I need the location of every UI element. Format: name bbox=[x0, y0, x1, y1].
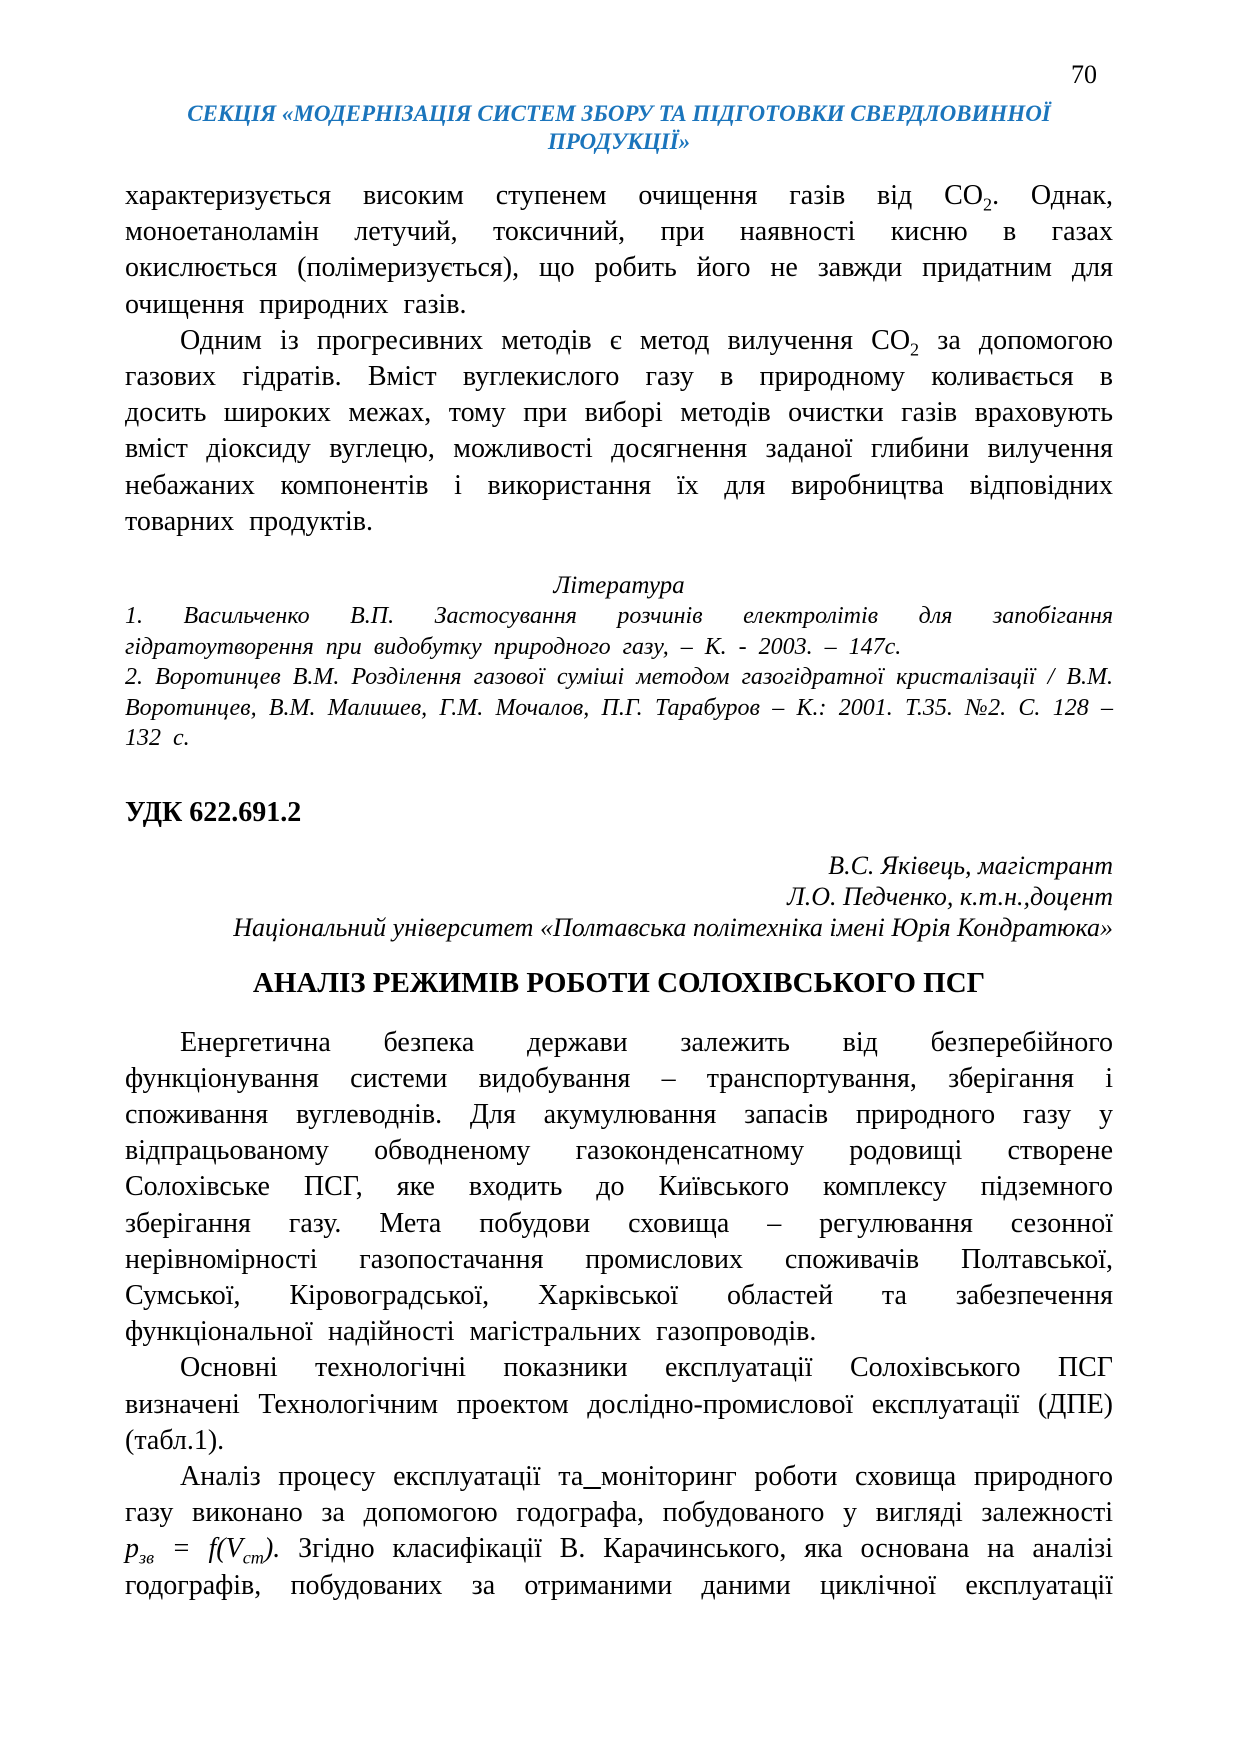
continuation-paragraph-2 bbox=[125, 323, 1113, 540]
literature-heading: Література bbox=[553, 572, 685, 600]
authors-block bbox=[125, 850, 1113, 943]
pressure-variable: p bbox=[125, 1533, 139, 1565]
article-paragraph-3 bbox=[125, 1459, 1113, 1604]
formula-end: ). bbox=[263, 1533, 281, 1565]
underlined-space bbox=[583, 1461, 601, 1492]
co2-subscript: 2 bbox=[982, 194, 993, 215]
volume-subscript: ст bbox=[242, 1547, 264, 1568]
continuation-paragraph-1 bbox=[125, 178, 1113, 323]
reference-item-1: 1. Васильченко В.П. Застосування розчинів електролітів для запобігання гідратоутворення при видобутку природного газу, – К. - 2003. – 147с. bbox=[125, 603, 1113, 660]
paragraph-text: Згідно класифікації В. Карачинського, яка основана на аналізі годографів, побудованих за отриманими даними циклічної експлуатації bbox=[125, 1533, 1113, 1601]
pressure-subscript: зв bbox=[139, 1547, 154, 1568]
paragraph-text: моніторинг роботи сховища природного газу виконано за допомогою годографа, побудованого у вигляді залежності bbox=[125, 1460, 1114, 1529]
author-line-2: Л.О. Педченко, к.т.н.,доцент bbox=[787, 881, 1113, 911]
udc-code: УДК 622.691.2 bbox=[125, 796, 302, 828]
author-line-1: В.С. Яківець, магістрант bbox=[828, 850, 1113, 880]
affiliation-line: Національний університет «Полтавська політехніка імені Юрія Кондратюка» bbox=[233, 912, 1113, 942]
page-number: 70 bbox=[1071, 60, 1097, 89]
reference-item-2: 2. Воротинцев В.М. Розділення газової суміші методом газогідратної кристалізації / В.М. Воротинцев, В.М. Малишев, Г.М. Мочалов, П.Г. Тарабуров – К.: 2001. Т.35. №2. С. 128 – 132 с. bbox=[125, 664, 1113, 752]
section-header: СЕКЦІЯ «МОДЕРНІЗАЦІЯ СИСТЕМ ЗБОРУ ТА ПІДГОТОВКИ СВЕРДЛОВИННОЇ ПРОДУКЦІЇ» bbox=[187, 101, 1051, 154]
paragraph-text: за допомогою газових гідратів. Вміст вуглекислого газу в природному коливається в досить широких межах, тому при виборі методів очистки газів враховують вміст діоксиду вуглецю, можливості досягнення заданої глибини вилучення небажаних компонентів і використання їх для виробництва відповідних товарних продуктів. bbox=[125, 324, 1113, 537]
article-paragraph-2: Основні технологічні показники експлуатації Солохівського ПСГ визначені Технологічним проектом дослідно-промислової експлуатації (ДПЕ) (табл.1). bbox=[125, 1352, 1113, 1456]
paragraph-text: Аналіз процесу експлуатації та bbox=[180, 1460, 584, 1492]
paragraph-text: Одним із прогресивних методів є метод вилучення СО bbox=[180, 324, 911, 356]
formula-middle: = f(V bbox=[154, 1533, 243, 1565]
paragraph-text: характеризується високим ступенем очищення газів від СО bbox=[125, 180, 983, 211]
co2-subscript: 2 bbox=[910, 339, 920, 360]
article-paragraph-1: Енергетична безпека держави залежить від безперебійного функціонування системи видобування – транспортування, зберігання і споживання вуглеводнів. Для акумулювання запасів природного газу у відпрацьованому обводненому газоконденсатному родовищі створене Солохівське ПСГ, яке входить до Київського комплексу підземного зберігання газу. Мета побудови сховища – регулювання сезонної нерівномірності газопостачання промислових споживачів Полтавської, Сумської, Кіровоградської, Харківської областей та забезпечення функціональної надійності магістральних газопроводів. bbox=[125, 1026, 1113, 1348]
article-title: АНАЛІЗ РЕЖИМІВ РОБОТИ СОЛОХІВСЬКОГО ПСГ bbox=[252, 966, 986, 999]
paragraph-text: . Однак, моноетаноламін летучий, токсичний, при наявності кисню в газах окислюється (полімеризується), що робить його не завжди придатним для очищення природних газів. bbox=[125, 180, 1113, 320]
